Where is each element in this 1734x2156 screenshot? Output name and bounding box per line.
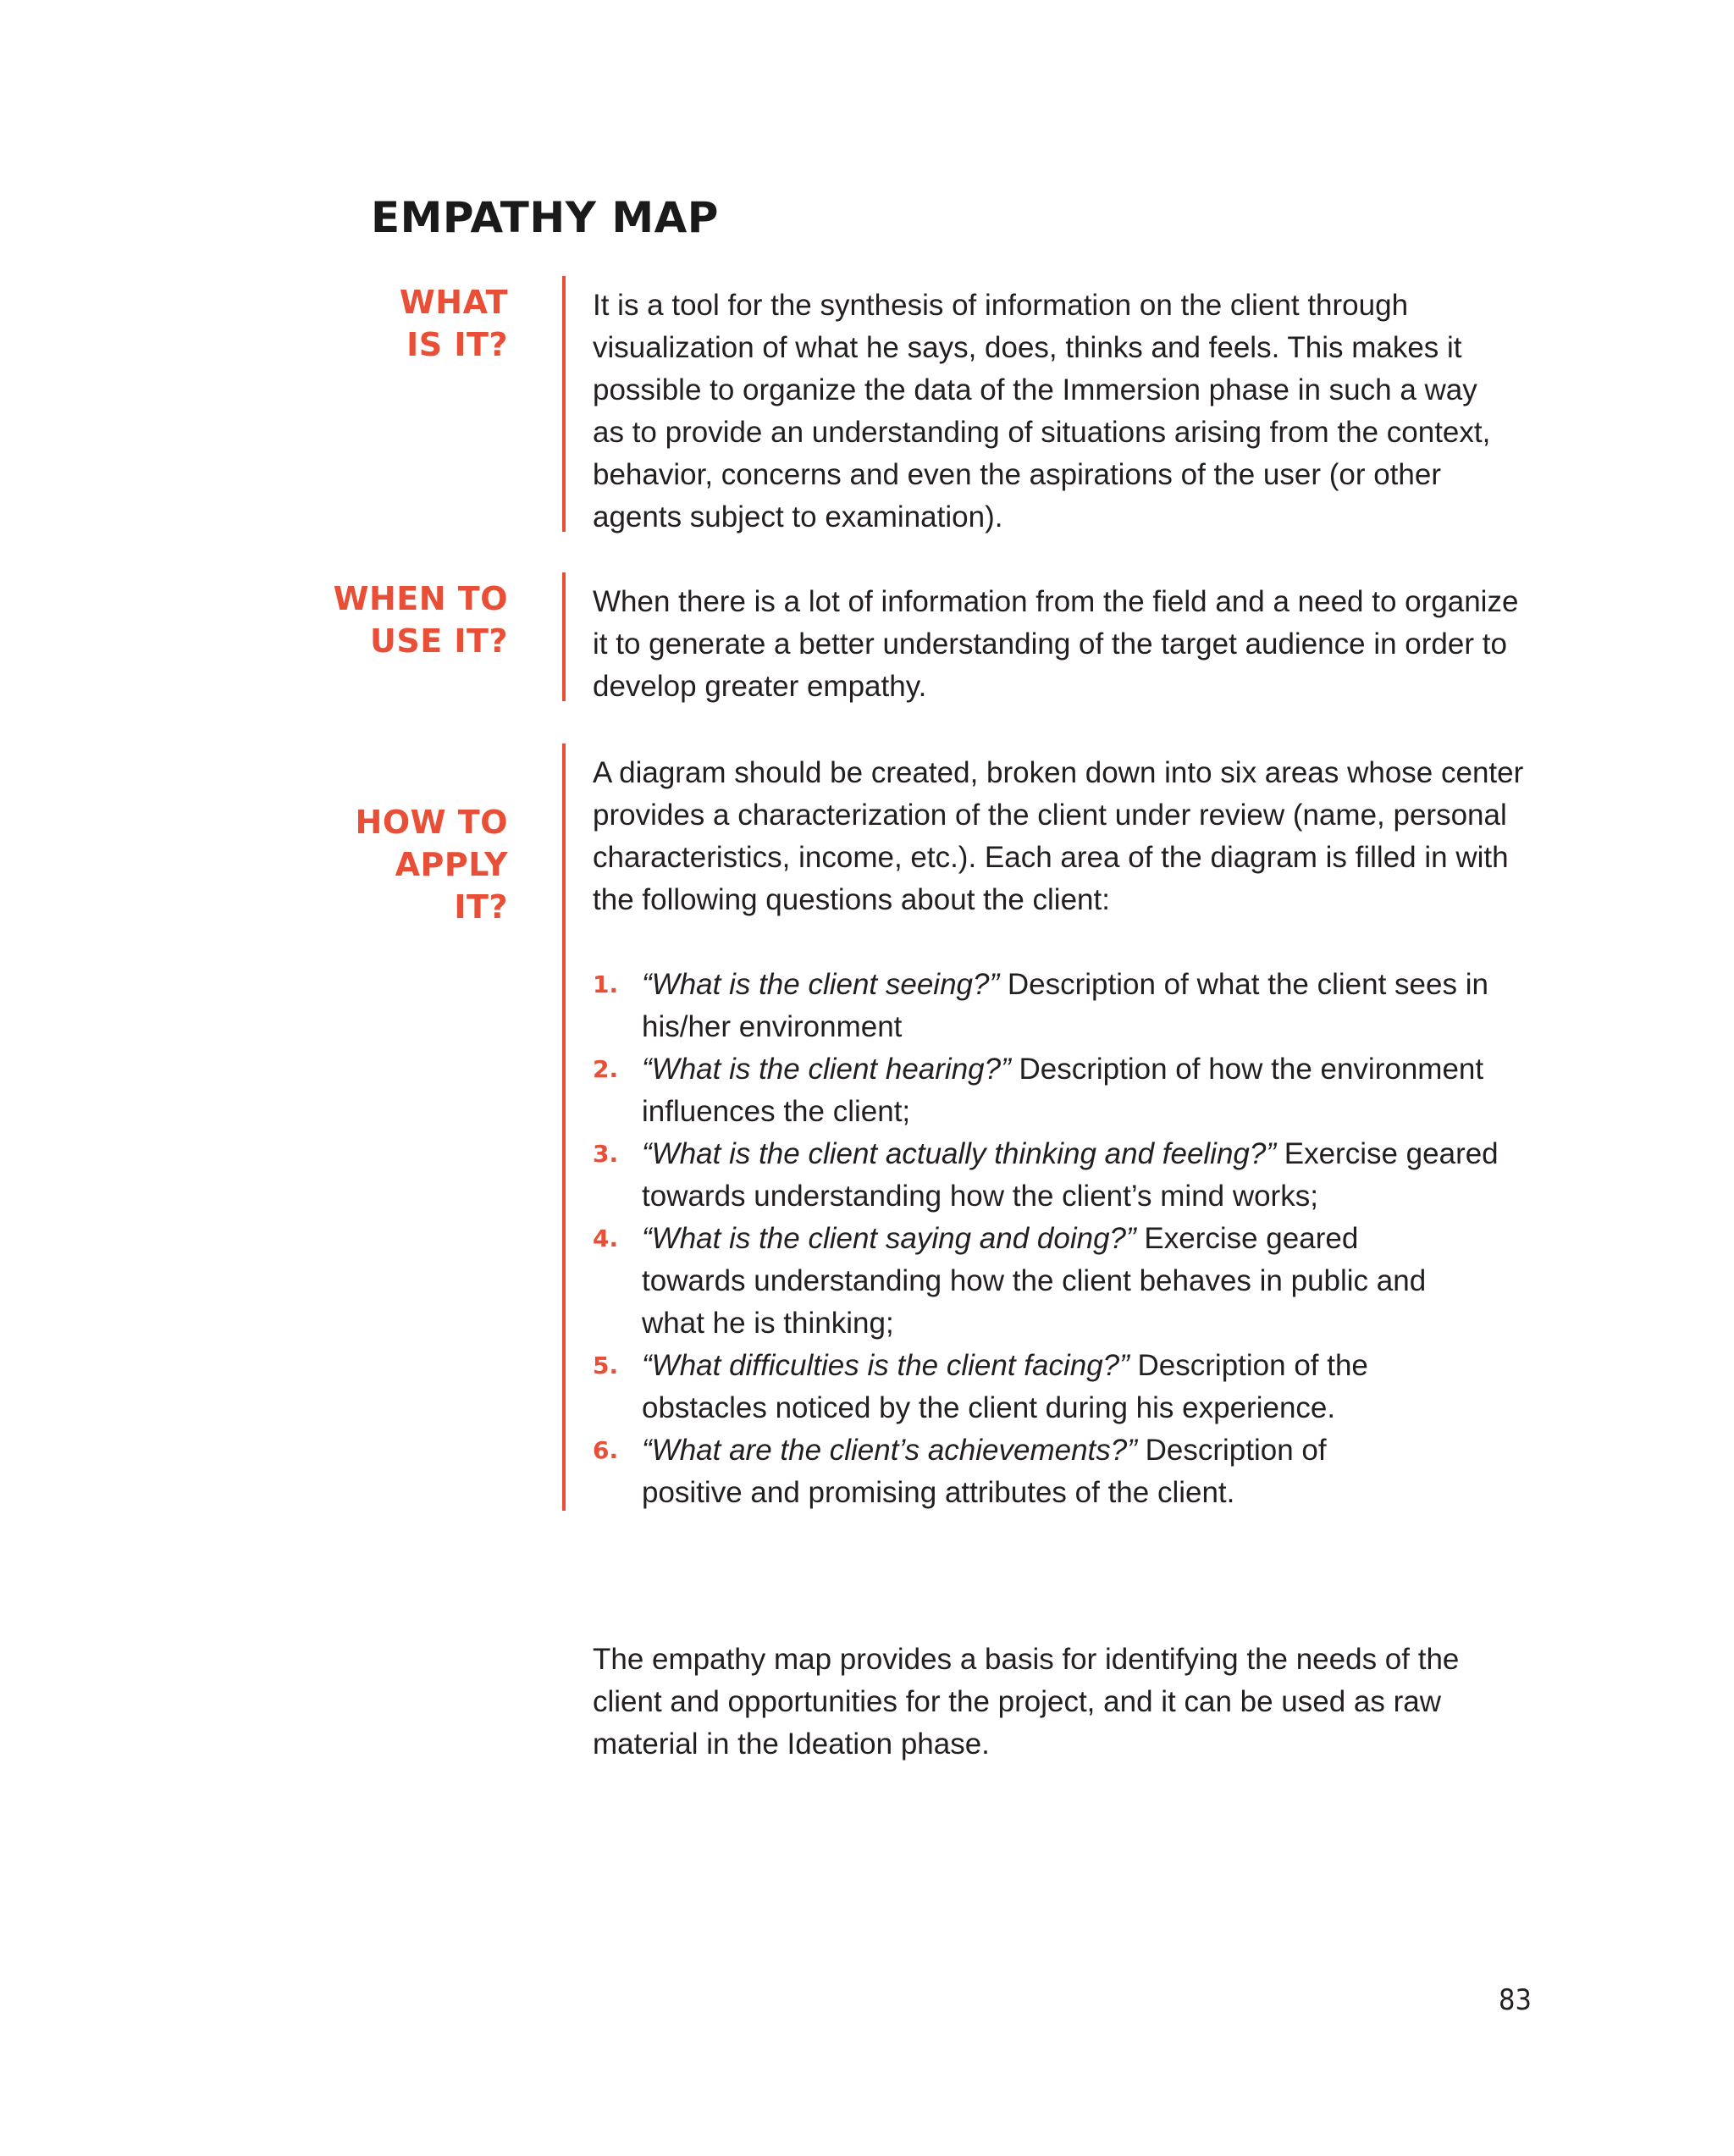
closing-paragraph: The empathy map provides a basis for identifying the needs of the client and opportunities for the project, and it can be used as raw material in the Ideation phase.	[593, 1643, 1460, 1761]
label-line: USE IT?	[369, 622, 508, 660]
section-body-how: A diagram should be created, broken down into six areas whose center provides a characterization of the client under review (name, personal characteristics, income, etc.). Each area of the diagram is filled in with the following questions about the client:	[593, 756, 1524, 916]
question-description: Description of how the environment influences the client;	[642, 1053, 1484, 1128]
section-label-when	[334, 578, 508, 662]
section-divider-rule	[562, 744, 566, 1511]
section-body-what: It is a tool for the synthesis of information on the client through visualization of what he says, does, thinks and feels. This makes it possible to organize the data of the Immersion phase in such a way as to provide an understanding of situations arising from the context, behavior, concerns and even the aspirations of the user (or other agents subject to examination).	[593, 289, 1491, 533]
list-item-number: 3.	[593, 1140, 619, 1168]
list-item-number: 1.	[593, 970, 619, 998]
list-item	[593, 1133, 1532, 1218]
label-line: IT?	[454, 888, 508, 926]
question-quote: “What is the client hearing?”	[642, 1053, 1011, 1086]
section-label-how	[356, 801, 508, 928]
question-quote: “What difficulties is the client facing?”	[642, 1349, 1129, 1382]
page-number: 83	[1499, 1983, 1532, 2017]
list-item	[593, 1345, 1532, 1429]
section-label-what	[400, 281, 508, 366]
question-description: Description of the obstacles noticed by the client during his experience.	[642, 1349, 1368, 1424]
list-item-number: 2.	[593, 1055, 619, 1083]
list-item	[593, 1218, 1532, 1345]
question-quote: “What is the client seeing?”	[642, 968, 1000, 1001]
section-body-when: When there is a lot of information from the field and a need to organize it to generate a better understanding of the target audience in order to develop greater empathy.	[593, 585, 1519, 703]
page-title: EMPATHY MAP	[371, 193, 719, 242]
list-item	[593, 1429, 1532, 1514]
label-line: WHEN TO	[333, 580, 508, 617]
question-description: Description of what the client sees in his/her environment	[642, 968, 1488, 1043]
label-line: APPLY	[395, 846, 508, 883]
list-item-number: 4.	[593, 1224, 619, 1252]
list-item	[593, 964, 1532, 1048]
question-quote: “What is the client saying and doing?”	[642, 1222, 1136, 1255]
question-description: Exercise geared towards understanding how the client’s mind works;	[642, 1137, 1499, 1213]
question-description: Description of positive and promising attributes of the client.	[642, 1434, 1327, 1509]
question-quote: “What is the client actually thinking and feeling?”	[642, 1137, 1277, 1170]
list-item-number: 5.	[593, 1352, 619, 1379]
section-divider-rule	[562, 572, 566, 701]
label-line: WHAT	[399, 284, 508, 321]
question-list	[593, 964, 1532, 1514]
question-quote: “What are the client’s achievements?”	[642, 1434, 1137, 1467]
label-line: HOW TO	[355, 804, 508, 841]
section-divider-rule	[562, 276, 566, 532]
question-description: Exercise geared towards understanding how the client behaves in public and what he is thinking;	[642, 1222, 1427, 1340]
list-item-number: 6.	[593, 1436, 619, 1464]
label-line: IS IT?	[406, 326, 508, 363]
list-item	[593, 1048, 1532, 1133]
